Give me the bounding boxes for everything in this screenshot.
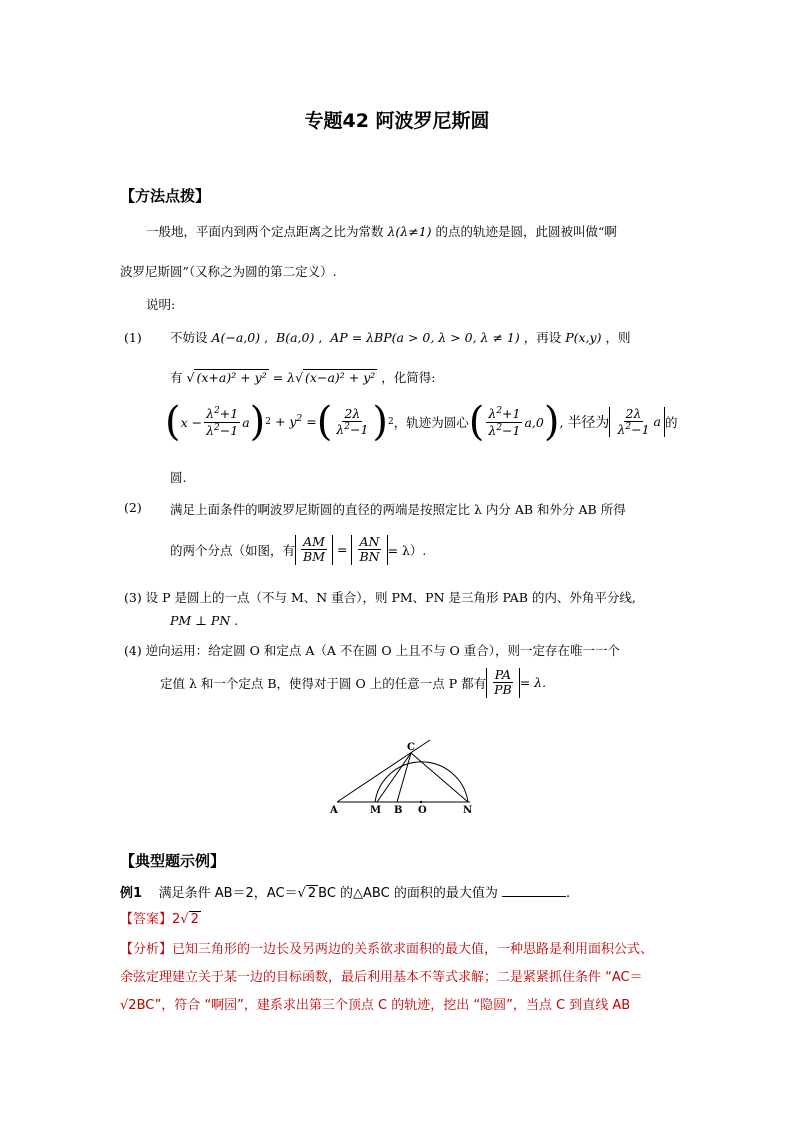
example-1-label: 例1 [120,886,143,901]
intro-line-1-post: 的点的轨迹是圆，此圆被叫做“啊 [435,224,617,239]
example-1-text-pre: 满足条件 AB＝2，AC＝ [158,886,298,901]
item-2-number: (2) [124,500,142,515]
answer-blank[interactable] [502,884,566,897]
item-3-line-2: PM ⊥ PN . [170,613,239,628]
label-o: O [418,805,427,816]
label-b: B [394,805,403,816]
item-4-line-1: (4) 逆向运用：给定圆 O 和定点 A（A 不在圆 O 上且不与 O 重合），则一定存在唯一一个 [124,643,621,658]
item-2-line-2-post: = λ）. [387,542,427,558]
item-1-de: 的 [665,415,678,430]
point-b: B(a,0) [276,330,315,345]
point-a: A(−a,0) [211,330,261,345]
item-4-line-2-post: = λ. [519,675,547,691]
point-p: P(x,y) [565,330,602,345]
segment-cn [411,753,468,802]
center-o-dot [420,801,422,803]
ratio-condition: AP = λBP(a > 0, λ > 0, λ ≠ 1) [330,330,520,345]
item-1-line-1: 不妨设 A(−a,0) , B(a,0) , AP = λBP(a > 0, λ > 0, λ ≠ 1) ，再设 P(x,y) ，则 [170,330,631,345]
analysis-text-3: 2BC”，符合 “啊园”，建系求出第三个顶点 C 的轨迹，挖出 “隐圆”，当点 C 到直线 AB [128,998,631,1013]
sqrt-left-expr: (x+a)² + y² [196,370,267,385]
page-title: 专题42 阿波罗尼斯圆 [304,110,490,132]
label-m: M [370,805,382,816]
frac-an: AN [359,534,380,549]
analysis-text-1: 已知三角形的一边长及另两边的关系欲求面积的最大值，一种思路是利用面积公式、 [172,942,654,957]
item-1-simplify: ，化简得: [381,370,436,385]
item-2-line-2-pre: 的两个分点（如图，有 [170,542,296,558]
fraction-center: $\frac{\lambda^2+1}{\lambda^2-1}$ [206,405,239,438]
answer-value: 2 [172,912,181,927]
analysis-line-3: √2BC”，符合 “啊园”，建系求出第三个顶点 C 的轨迹，挖出 “隐圆”，当点 C 到直线 AB [120,998,631,1013]
example-1-sqrt: 2 [307,886,317,901]
item-2-line-2: 的两个分点（如图，有 $\frac{AM}{BM}$ = $\frac{AN}{BN}$ = λ）. [170,534,427,565]
frac-bm: BM [303,549,326,565]
label-n: N [463,805,473,816]
explain-label: 说明: [146,297,176,312]
frac-pa: PA [494,667,512,682]
fraction-radius: $\frac{2\lambda}{\lambda^2-1}$ [336,405,369,438]
item-1-then: ，则 [605,330,631,345]
answer-label: 【答案】 [120,912,173,927]
analysis-line-1 [120,938,653,957]
item-4-line-2-pre: 定值 λ 和一个定点 B，使得对于圆 O 上的任意一点 P 都有 [160,675,487,691]
analysis-line-2: 余弦定理建立关于某一边的目标函数，最后利用基本不等式求解；二是紧紧抓住条件 “AC＝ [120,970,643,985]
frac-am: AM [303,534,325,549]
item-1-reset: ，再设 [523,330,562,345]
center-text: ，轨迹为圆心 [393,415,469,430]
item-1-line-2: 有 √ (x+a)² + y² = λ√ (x−a)² + y² ，化简得: [170,370,436,385]
item-2-line-1: 满足上面条件的啊波罗尼斯圆的直径的两端是按照定比 λ 内分 AB 和外分 AB 所得 [170,502,626,517]
sqrt-right-expr: (x−a)² + y² [305,370,376,385]
intro-condition: λ(λ≠1) [387,224,432,239]
segment-cm [377,753,411,802]
intro-line-2: 波罗尼斯圆”（又称之为圆的第二定义）. [120,264,337,279]
intro-line-1-pre: 一般地，平面内到两个定点距离之比为常数 [146,224,384,239]
answer-line: 【答案】2√ 2 [120,912,199,927]
item-3-line-1: (3) 设 P 是圆上的一点（不与 M、N 重合），则 PM、PN 是三角形 PAB 的内、外角平分线, [124,590,636,605]
lambda-symbol: λ [287,370,296,385]
radius-text: 半径为 [567,415,610,431]
item-1-circle-word: 圆. [170,470,187,485]
item-1-assume: 不妨设 [170,330,208,345]
intro-line-1 [146,222,617,240]
item-4-line-2 [160,668,546,698]
item-1-have: 有 [170,370,183,385]
analysis-label: 【分析】 [120,942,173,957]
example-1: 例1 满足条件 AB＝2，AC＝√ 2 BC 的△ABC 的面积的最大值为 . [120,886,571,901]
example-1-period: . [565,886,571,901]
section-heading-method: 【方法点拨】 [120,187,211,205]
apollonius-figure [325,735,485,820]
example-1-text-post: BC 的△ABC 的面积的最大值为 [318,886,498,901]
label-a: A [330,805,338,816]
item-1-number: (1) [124,330,142,345]
label-c: C [407,742,415,753]
circle-equation: ( x − $\frac{\lambda^2+1}{\lambda^2-1}$ a ) 2 + $y^2$ = ( $\frac{2\lambda}{\lambda^2-1}$ ) 2 ，轨迹为圆心 ( $\frac{\lambda^2+1}{\lambda^2-1}$ a,0 ) , 半径为 $\frac{2\lambda}{\lambda^2-1}$ a 的 [165,399,678,445]
section-heading-examples: 【典型题示例】 [120,852,226,870]
frac-bn: BN [359,549,380,565]
answer-sqrt: 2 [190,912,199,927]
frac-pb: PB [494,682,512,698]
